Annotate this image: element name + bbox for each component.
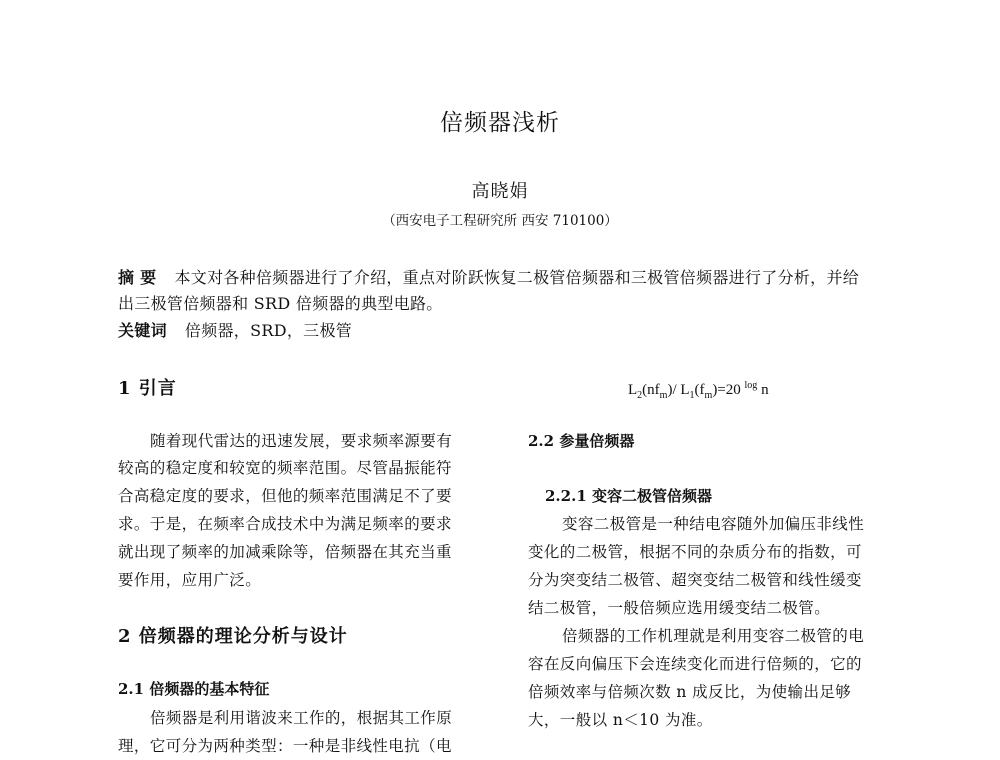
intro-line-4: 求。于是，在频率合成技术中为满足频率的要求 xyxy=(118,515,452,533)
paper-title: 倍频器浅析 xyxy=(440,110,560,136)
s21-line-1: 倍频器是利用谐波来工作的，根据其工作原 xyxy=(150,709,453,727)
section-2-1-heading: 2.1 倍频器的基本特征 xyxy=(118,680,270,698)
s221-line-3: 分为突变结二极管、超突变结二极管和线性缓变 xyxy=(528,571,862,589)
s221-line-6: 容在反向偏压下会连续变化而进行倍频的，它的 xyxy=(528,655,862,673)
abstract-line-2: 出三极管倍频器和 SRD 倍频器的典型电路。 xyxy=(118,294,443,313)
s221-line-4: 结二极管，一般倍频应选用缓变结二极管。 xyxy=(528,599,831,617)
abstract-text-1: 本文对各种倍频器进行了介绍，重点对阶跃恢复二极管倍频器和三极管倍频器进行了分析，并给 xyxy=(174,268,860,287)
s221-line-8: 大，一般以 n＜10 为准。 xyxy=(528,711,713,729)
author-affiliation: （西安电子工程研究所 西安 710100） xyxy=(382,213,618,229)
s221-line-5: 倍频器的工作机理就是利用变容二极管的电 xyxy=(562,627,865,645)
intro-line-5: 就出现了频率的加减乘除等，倍频器在其充当重 xyxy=(118,543,452,561)
author-name: 高晓娟 xyxy=(471,181,529,202)
section-1-heading: 1 引言 xyxy=(118,378,177,399)
intro-line-2: 较高的稳定度和较宽的频率范围。尽管晶振能符 xyxy=(118,459,452,477)
s221-line-7: 倍频效率与倍频次数 n 成反比，为使输出足够 xyxy=(528,683,852,701)
keywords-text: 倍频器，SRD，三极管 xyxy=(184,321,353,340)
intro-line-6: 要作用，应用广泛。 xyxy=(118,571,262,589)
abstract-label: 摘 要 xyxy=(118,268,157,287)
s221-line-1: 变容二极管是一种结电容随外加偏压非线性 xyxy=(562,515,865,533)
section-2-2-1-heading: 2.2.1 变容二极管倍频器 xyxy=(545,487,712,505)
s21-line-2: 理，它可分为两种类型：一种是非线性电抗（电 xyxy=(118,737,452,755)
abstract-line-1 xyxy=(118,265,859,288)
keywords-label: 关键词 xyxy=(118,321,167,340)
s221-line-2: 变化的二极管，根据不同的杂质分布的指数，可 xyxy=(528,543,862,561)
section-2-heading: 2 倍频器的理论分析与设计 xyxy=(118,626,348,647)
conversion-loss-formula: $L_2(nf_m)/$ $L_1(f_m)=20$ $^{log}$ n xyxy=(628,380,769,401)
intro-line-1: 随着现代雷达的迅速发展，要求频率源要有 xyxy=(150,432,453,450)
keywords-line xyxy=(118,318,352,341)
section-2-2-heading: 2.2 参量倍频器 xyxy=(528,432,635,450)
intro-line-3: 合高稳定度的要求，但他的频率范围满足不了要 xyxy=(118,487,452,505)
